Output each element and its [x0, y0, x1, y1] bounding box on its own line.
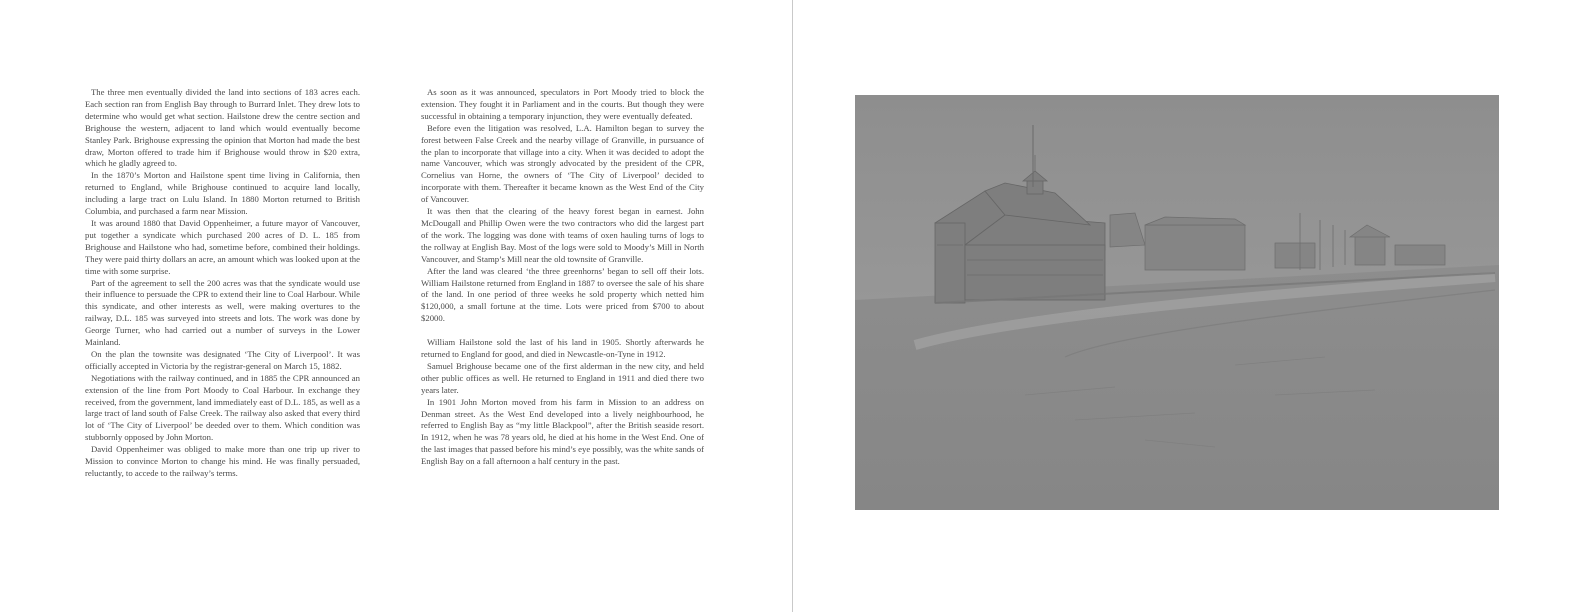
page-divider [792, 0, 793, 612]
paragraph: On the plan the townsite was designated ‘The City of Liverpool’. It was officially accepted in Victoria by the registrar-general on March 15, 1882. [85, 348, 360, 371]
pencil-sketch-illustration [855, 95, 1499, 510]
paragraph: It was then that the clearing of the heavy forest began in earnest. John McDougall and Phillip Owen were the two contractors who did the largest part of the work. The logging was done with teams of oxen hauling turns of logs to the rollway at English Bay. Most of the logs were sold to Moody’s Mill in North Vancouver, and Stamp’s Mill near the old townsite of Granville. [421, 206, 704, 264]
paragraph: In the 1870’s Morton and Hailstone spent time living in California, then returned to England, while Brighouse continued to acquire land locally, including a large tract on Lulu Island. In 1880 Morton returned to British Columbia, and purchased a farm near Mission. [85, 170, 360, 217]
left-text-column [85, 87, 360, 480]
paragraph: William Hailstone sold the last of his land in 1905. Shortly afterwards he returned to England for good, and died in Newcastle-on-Tyne in 1912. [421, 337, 704, 360]
paragraph: The three men eventually divided the land into sections of 183 acres each. Each section ran from English Bay through to Burrard Inlet. They drew lots to determine who would get what section. Hailstone drew the centre section and Brighouse the western, adjacent to land which would eventually become Stanley Park. Brighouse expressing the opinion that Morton had made the best draw, Morton offered to trade him if Brighouse would throw in $20 extra, which he gladly agreed to. [85, 87, 360, 169]
paragraph: Before even the litigation was resolved, L.A. Hamilton began to survey the forest between False Creek and the nearby village of Granville, in pursuance of the plan to incorporate that village into a city. When it was decided to adopt the name Vancouver, which was strongly advocated by the president of the CPR, Cornelius van Horne, the owners of ‘The City of Liverpool’ decided to incorporate with them. Thereafter it became known as the West End of the City of Vancouver. [421, 122, 704, 205]
paragraph: It was around 1880 that David Oppenheimer, a future mayor of Vancouver, put together a syndicate which purchased 200 acres of D. L. 185 from Brighouse and Hailstone who had, sometime before, combined their holdings. They were paid thirty dollars an acre, an amount which was looked upon at the time with some surprise. [85, 217, 360, 276]
paragraph: David Oppenheimer was obliged to make more than one trip up river to Mission to convince Morton to change his mind. He was finally persuaded, reluctantly, to accede to the railway’s terms. [85, 444, 360, 478]
paragraph: Part of the agreement to sell the 200 acres was that the syndicate would use their influence to persuade the CPR to extend their line to Coal Harbour. While this syndicate, and other interests as well, were making overtures to the railway, D.L. 185 was surveyed into streets and lots. The work was done by George Turner, who had carried out a number of surveys in the Lower Mainland. [85, 277, 360, 348]
paragraph: After the land was cleared ‘the three greenhorns’ began to sell off their lots. William Hailstone returned from England in 1887 to oversee the sale of his share of the land. In one period of three weeks he sold property which netted him $120,000, a small fortune at the time. Lots were priced from $700 to about $2000. [421, 265, 704, 324]
paragraph: As soon as it was announced, speculators in Port Moody tried to block the extension. They fought it in Parliament and in the courts. But though they were successful in obtaining a temporary injunction, they were eventually defeated. [421, 87, 704, 121]
paragraph: Negotiations with the railway continued, and in 1885 the CPR announced an extension of the line from Port Moody to Coal Harbour. In exchange they received, from the government, land immediately east of D.L. 185, as well as a large tract of land south of False Creek. The railway also asked that every third lot of ‘The City of Liverpool’ be deeded over to them. Which condition was stubbornly opposed by John Morton. [85, 372, 360, 443]
right-text-column [421, 87, 704, 468]
paragraph: Samuel Brighouse became one of the first alderman in the new city, and held other public offices as well. He returned to England in 1911 and died there two years later. [421, 360, 704, 395]
paragraph: In 1901 John Morton moved from his farm in Mission to an address on Denman street. As the West End developed into a lively neighbourhood, he referred to English Bay as “my little Blackpool”, after the British seaside resort. In 1912, when he was 78 years old, he died at his home in the West End. One of the last images that passed before his mind’s eye possibly, was the white sands of English Bay on a fall afternoon a half century in the past. [421, 396, 704, 467]
